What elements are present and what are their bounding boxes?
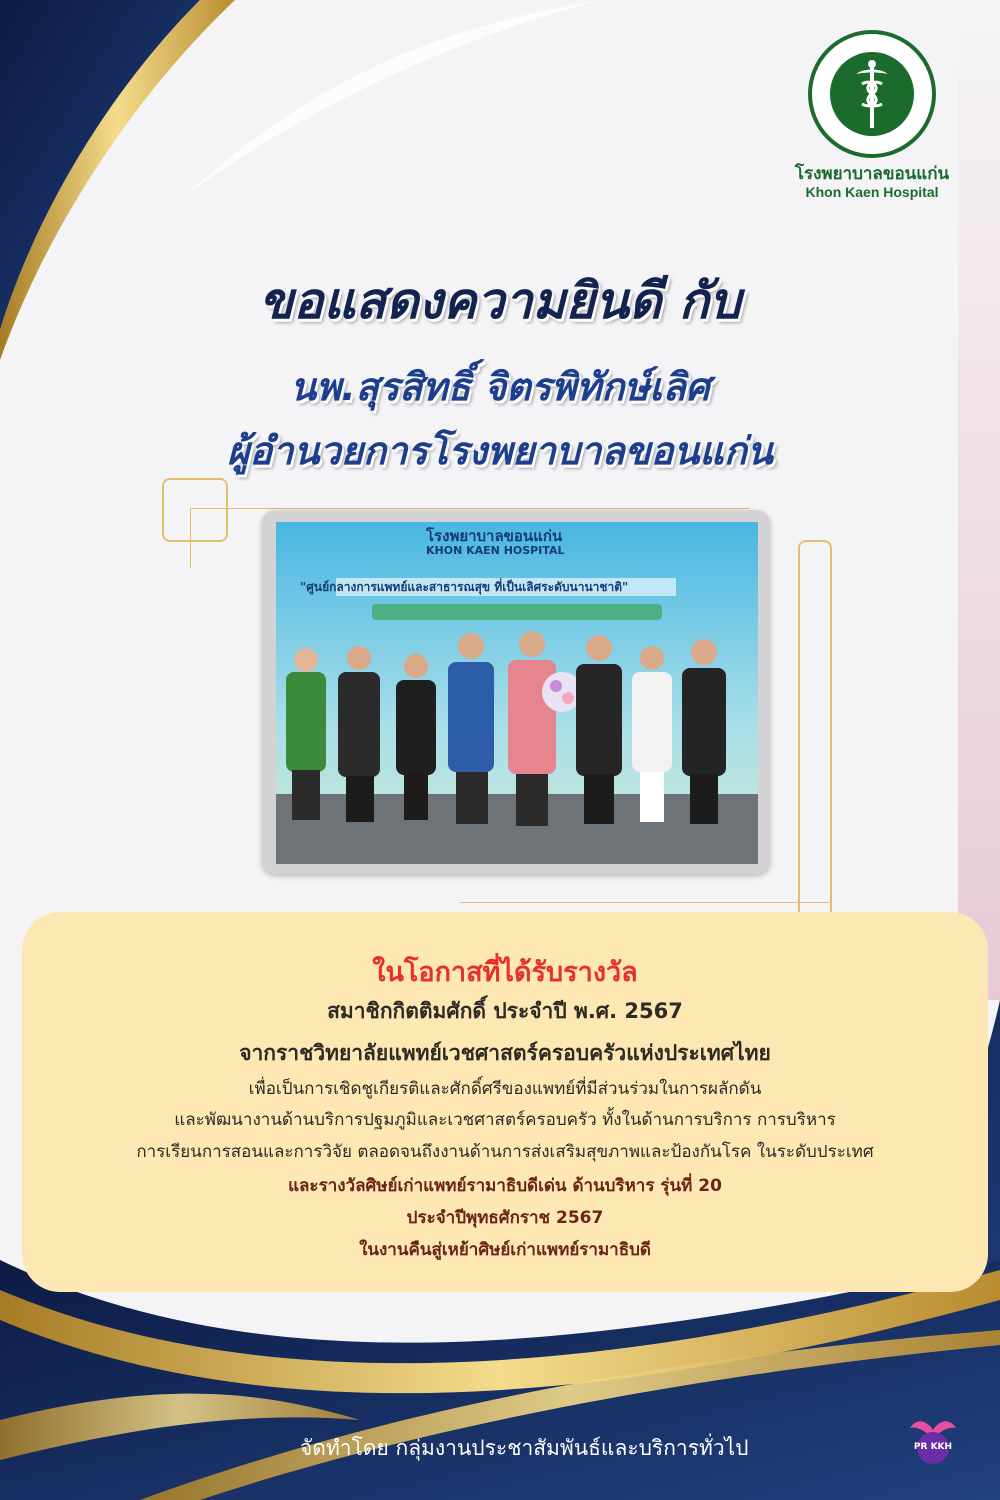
gold-frame-line — [162, 478, 228, 542]
pr-kkh-logo — [904, 1414, 962, 1466]
caduceus-icon — [806, 28, 938, 160]
hospital-name-english: Khon Kaen Hospital — [805, 184, 939, 200]
award-from: จากราชวิทยาลัยแพทย์เวชศาสตร์ครอบครัวแห่งประเทศไทย — [239, 1041, 771, 1065]
banner-title-thai: โรงพยาบาลขอนแก่น — [426, 527, 563, 545]
hospital-name-thai: โรงพยาบาลขอนแก่น — [794, 164, 950, 183]
additional-award-line3: ในงานคืนสู่เหย้าศิษย์เก่าแพทย์รามาธิบดี — [359, 1240, 651, 1260]
award-description-line3: การเรียนการสอนและการวิจัย ตลอดจนถึงงานด้านการส่งเสริมสุขภาพและป้องกันโรค ในระดับประเทศ — [136, 1142, 874, 1162]
additional-award-line1: และรางวัลศิษย์เก่าแพทย์รามาธิบดีเด่น ด้านบริหาร รุ่นที่ 20 — [288, 1176, 722, 1196]
ministry-logo — [806, 28, 938, 160]
headline-congratulations: ขอแสดงความยินดี กับ — [259, 272, 741, 330]
gold-frame-line — [190, 508, 192, 568]
award-description-line2: และพัฒนางานด้านบริการปฐมภูมิและเวชศาสตร์ครอบครัว ทั้งในด้านการบริการ การบริหาร — [174, 1110, 836, 1130]
banner-title-english: KHON KAEN HOSPITAL — [426, 544, 565, 557]
award-occasion: ในโอกาสที่ได้รับรางวัล — [372, 957, 638, 988]
gold-frame-line — [798, 540, 832, 944]
headline-position: ผู้อำนวยการโรงพยาบาลขอนแก่น — [227, 429, 773, 473]
pr-kkh-badge-text: PR KKH — [913, 1442, 953, 1452]
additional-award-line2: ประจำปีพุทธศักราช 2567 — [406, 1208, 604, 1228]
banner-slogan: "ศูนย์กลางการแพทย์และสาธารณสุข ที่เป็นเลิศระดับนานาชาติ" — [300, 580, 629, 594]
headline-person-name: นพ.สุรสิทธิ์ จิตรพิทักษ์เลิศ — [290, 365, 710, 409]
footer-credit: จัดทำโดย กลุ่มงานประชาสัมพันธ์และบริการทั่วไป — [300, 1436, 749, 1460]
event-photo — [276, 522, 758, 864]
award-description-line1: เพื่อเป็นการเชิดชูเกียรติและศักดิ์ศรีของแพทย์ที่มีส่วนร่วมในการผลักดัน — [248, 1079, 762, 1099]
award-title: สมาชิกกิตติมศักดิ์ ประจำปี พ.ศ. 2567 — [327, 999, 683, 1023]
gold-frame-line — [460, 902, 830, 904]
